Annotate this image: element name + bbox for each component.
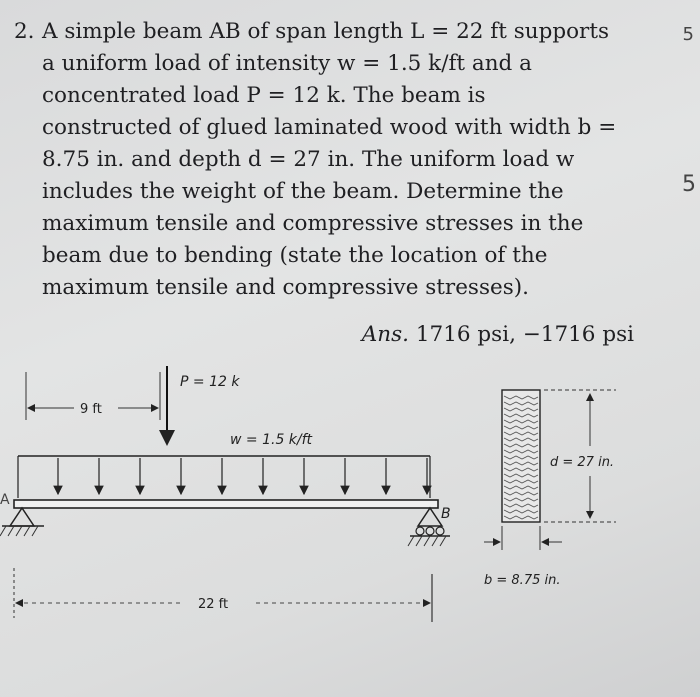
support-b <box>408 506 451 546</box>
answer <box>362 322 634 347</box>
depth-label: d = 27 in. <box>550 455 615 470</box>
answer-label: Ans. <box>361 322 410 347</box>
beam-figure <box>0 360 700 650</box>
problem-line-5: 8.75 in. and depth d = 27 in. The uniform load w <box>42 147 575 172</box>
beam <box>14 500 438 508</box>
answer-values: 1716 psi, −1716 psi <box>415 322 634 347</box>
support-a-label: A <box>0 492 10 508</box>
problem-line-2: a uniform load of intensity w = 1.5 k/ft and a <box>42 51 532 76</box>
width-label: b = 8.75 in. <box>484 573 561 588</box>
distance-label: 9 ft <box>80 402 102 417</box>
distance-dimension <box>26 372 160 420</box>
problem-line-7: maximum tensile and compressive stresses in the <box>42 211 584 236</box>
uniform-load <box>18 456 430 498</box>
margin-mark-mid: 5 <box>682 172 696 197</box>
point-load-label: P = 12 k <box>180 374 240 390</box>
problem-line-3: concentrated load P = 12 k. The beam is <box>42 83 486 108</box>
uniform-load-arrows <box>58 458 427 494</box>
problem-line-1: 2. A simple beam AB of span length L = 22 ft supports <box>14 16 654 48</box>
problem-line-9: maximum tensile and compressive stresses). <box>42 275 529 300</box>
cross-section <box>484 390 616 588</box>
support-b-label: B <box>441 506 451 522</box>
margin-mark-top: 5 <box>682 24 694 45</box>
problem-number: 2. <box>14 19 35 44</box>
span-label: 22 ft <box>198 597 229 612</box>
problem-line-8: beam due to bending (state the location of the <box>42 243 548 268</box>
problem-statement <box>14 16 654 304</box>
uniform-load-label: w = 1.5 k/ft <box>230 432 313 448</box>
span-dimension <box>14 568 432 622</box>
problem-line-4: constructed of glued laminated wood with width b = <box>42 115 617 140</box>
support-a <box>0 508 44 536</box>
problem-line-6: includes the weight of the beam. Determine the <box>42 179 564 204</box>
